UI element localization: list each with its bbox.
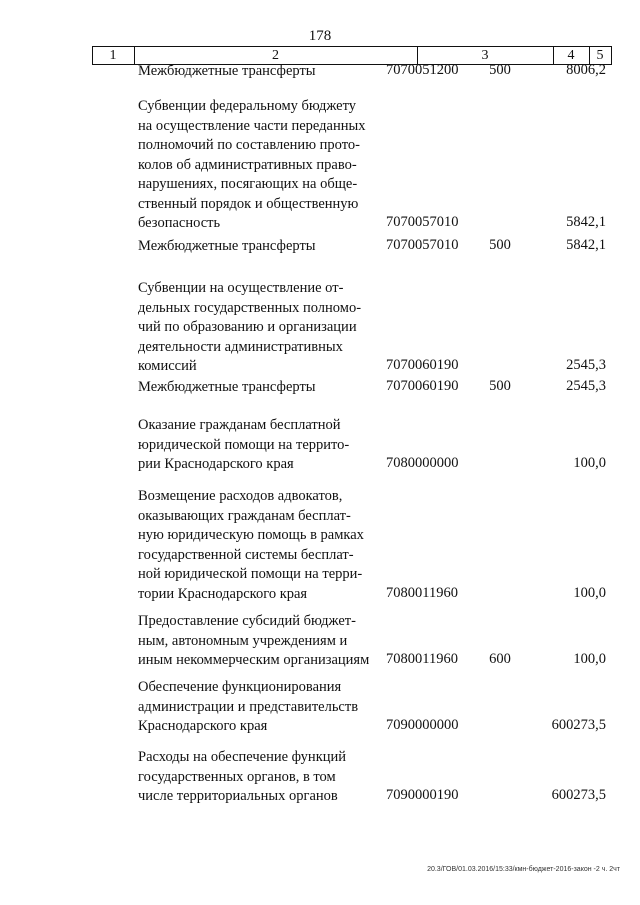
row-name-line: на осуществление части переданных <box>138 117 366 134</box>
row-expense-type: 500 <box>489 62 511 78</box>
row-name-line: Оказание гражданам бесплатной <box>138 417 341 433</box>
row-amount: 600273,5 <box>551 717 606 733</box>
column-header-4: 4 <box>567 48 575 63</box>
row-name-line: числе территориальных органов <box>138 788 338 804</box>
row-name-line: государственной системы бесплат- <box>138 546 354 563</box>
row-amount: 600273,5 <box>551 787 606 803</box>
row-code: 7090000190 <box>386 787 459 803</box>
row-name <box>138 279 374 377</box>
row-name-line: администрации и представительств <box>138 698 359 715</box>
row-name <box>138 612 374 671</box>
row-code: 7080011960 <box>386 651 458 667</box>
row-amount: 8006,2 <box>566 62 606 78</box>
row-name-line: Межбюджетные трансферты <box>138 238 316 254</box>
row-code: 7090000000 <box>386 717 459 733</box>
row-name <box>138 378 374 398</box>
row-amount: 2545,3 <box>566 357 606 373</box>
row-code: 7070051200 <box>386 62 459 78</box>
row-name-line: оказывающих гражданам бесплат- <box>138 507 351 524</box>
row-amount: 5842,1 <box>566 237 606 253</box>
row-name <box>138 62 374 82</box>
column-header-1: 1 <box>109 48 117 63</box>
row-name-line: Межбюджетные трансферты <box>138 379 316 395</box>
row-code: 7080011960 <box>386 584 458 601</box>
row-expense-type: 600 <box>489 651 511 667</box>
row-name-line: государственных органов, в том <box>138 768 336 785</box>
row-amount: 5842,1 <box>566 214 606 230</box>
row-amount: 100,0 <box>573 651 606 667</box>
row-name-line: Краснодарского края <box>138 718 268 734</box>
document-footer: 20.3/ГОВ/01.03.2016/15:33/кмн-бюджет-2016-закон -2 ч. 2чт <box>427 866 620 873</box>
row-name-line: деятельности административных <box>138 338 343 355</box>
row-name-line: Обеспечение функционирования <box>138 679 342 695</box>
row-amount: 2545,3 <box>566 378 606 394</box>
row-name <box>138 748 374 807</box>
row-amount: 100,0 <box>573 455 606 471</box>
row-name <box>138 416 374 475</box>
row-name-line: полномочий по составлению прото- <box>138 137 360 153</box>
row-name <box>138 237 374 257</box>
row-name-line: ственный порядок и общественную <box>138 195 359 212</box>
row-name-line: Расходы на обеспечение функций <box>138 749 347 765</box>
row-name-line: ную юридическую помощь в рамках <box>138 527 364 543</box>
column-header-3: 3 <box>481 48 489 63</box>
row-expense-type: 500 <box>489 378 511 394</box>
row-name-line: Предоставление субсидий бюджет- <box>138 613 356 629</box>
row-name <box>138 487 374 604</box>
row-name-line: ной юридической помощи на терри- <box>138 566 363 582</box>
row-name-line: юридической помощи на террито- <box>138 436 350 453</box>
column-header-5: 5 <box>596 48 604 63</box>
row-name-line: комиссий <box>138 358 197 374</box>
row-name-line: ным, автономным учреждениям и <box>138 632 348 649</box>
row-name-line: рии Краснодарского края <box>138 456 294 472</box>
row-code: 7080000000 <box>386 455 459 471</box>
row-name-line: Возмещение расходов адвокатов, <box>138 488 343 504</box>
column-header-2: 2 <box>272 48 279 63</box>
row-name-line: безопасность <box>138 215 221 231</box>
row-name-line: чий по образованию и организации <box>138 319 357 335</box>
row-code: 7070060190 <box>386 378 459 394</box>
row-name-line: Субвенции федеральному бюджету <box>138 98 357 114</box>
row-name-line: колов об административных право- <box>138 156 357 173</box>
row-code: 7070057010 <box>386 237 459 253</box>
row-name-line: дельных государственных полномо- <box>138 299 362 316</box>
row-name-line: Межбюджетные трансферты <box>138 63 316 79</box>
row-code: 7070060190 <box>386 357 459 373</box>
row-name <box>138 97 374 234</box>
row-name-line: нарушениях, посягающих на обще- <box>138 176 358 192</box>
row-name <box>138 678 374 737</box>
page-number: 178 <box>308 28 332 44</box>
row-code: 7070057010 <box>386 214 459 230</box>
row-name-line: Субвенции на осуществление от- <box>138 280 344 296</box>
row-name-line: иным некоммерческим организациям <box>138 652 370 668</box>
row-name-line: тории Краснодарского края <box>138 585 308 602</box>
row-amount: 100,0 <box>573 584 606 601</box>
row-expense-type: 500 <box>489 237 511 253</box>
